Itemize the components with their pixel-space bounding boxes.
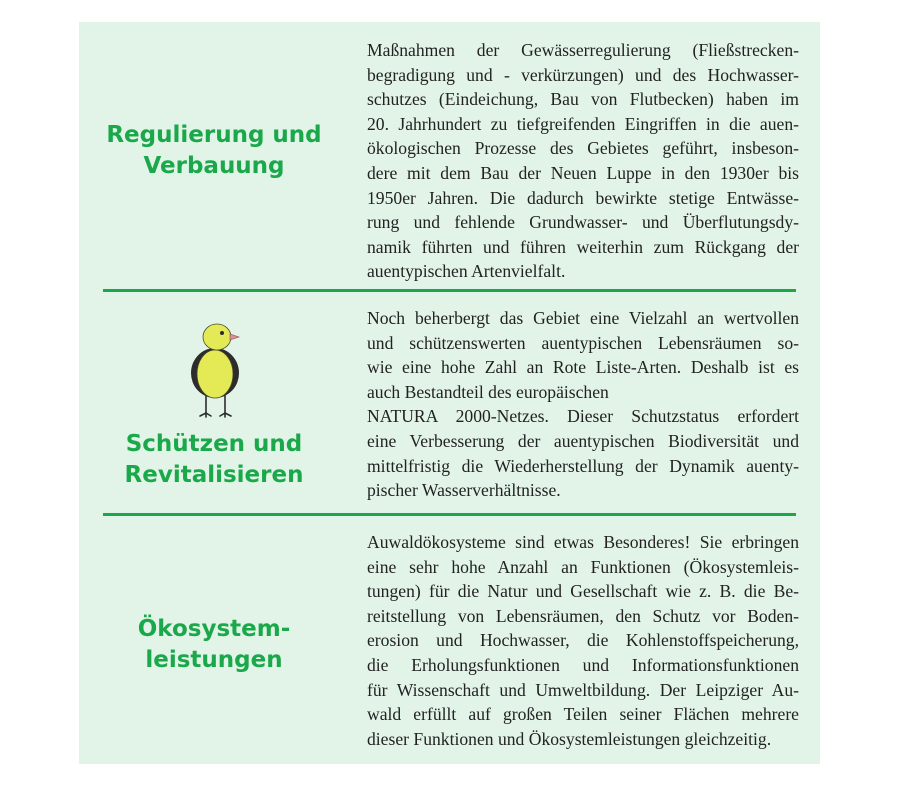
text-line: Maßnahmen der Gewässerregulierung (Fließstrecken- xyxy=(367,40,799,60)
text-line: auch Bestandteil des europäischen xyxy=(367,381,609,402)
section-heading xyxy=(79,429,349,491)
bird-eye-icon xyxy=(220,331,224,335)
text-line: begradigung und - verkürzungen) und des Hochwasser- xyxy=(367,64,799,85)
text-line: 1950er Jahren. Die dadurch bewirkte stetige Entwässe- xyxy=(367,187,799,208)
text-line: und schützenswerten auentypischen Lebensräumen so- xyxy=(367,332,799,353)
text-line: NATURA 2000-Netzes. Dieser Schutzstatus erfordert xyxy=(367,406,799,427)
heading-line: Ökosystem- xyxy=(137,616,291,642)
text-line: wald erfüllt auf großen Teilen seiner Flächen mehrere xyxy=(367,704,799,725)
text-line: ökologischen Prozesse des Gebietes geführt, insbeson- xyxy=(367,138,799,159)
section-body xyxy=(367,38,799,284)
heading-line: Revitalisieren xyxy=(124,462,304,488)
text-line: Auwaldökosysteme sind etwas Besonderes! Sie erbringen xyxy=(367,532,799,552)
section-divider xyxy=(103,289,796,292)
text-line: Noch beherbergt das Gebiet eine Vielzahl an wertvollen xyxy=(367,308,799,328)
text-line: dere mit dem Bau der Neuen Luppe in den 1930er bis xyxy=(367,162,799,183)
text-line: für Wissenschaft und Umweltbildung. Der Leipziger Au- xyxy=(367,679,799,700)
text-line: pischer Wasserverhältnisse. xyxy=(367,480,561,501)
text-line: 20. Jahrhundert zu tiefgreifenden Eingriffen in die auen- xyxy=(367,113,799,134)
bird-beak-icon xyxy=(230,334,239,340)
text-line: auentypischen Artenvielfalt. xyxy=(367,261,566,282)
text-line: namik führten und führen weiterhin zum Rückgang der xyxy=(367,236,799,257)
section-heading xyxy=(79,614,349,676)
section-heading xyxy=(79,120,349,182)
text-line: eine sehr hohe Anzahl an Funktionen (Ökosystemleis- xyxy=(367,556,799,577)
section-divider xyxy=(103,513,796,516)
bird-drawing xyxy=(181,318,251,418)
text-line: mittelfristig die Wiederherstellung der Dynamik auenty- xyxy=(367,455,799,476)
text-line: reitstellung von Lebensräumen, den Schutz vor Boden- xyxy=(367,605,799,626)
section-body xyxy=(367,306,799,503)
text-line: rung und fehlende Grundwasser- und Überflutungsdy- xyxy=(367,212,799,233)
section-body xyxy=(367,530,799,751)
heading-line: leistungen xyxy=(145,647,283,673)
heading-line: Schützen und xyxy=(125,431,303,457)
text-line: dieser Funktionen und Ökosystemleistungen gleichzeitig. xyxy=(367,728,772,749)
text-line: die Erholungsfunktionen und Informationsfunktionen xyxy=(367,654,799,675)
text-line: eine Verbesserung der auentypischen Biodiversität und xyxy=(367,430,799,451)
text-line: schutzes (Eindeichung, Bau von Flutbecken) haben im xyxy=(367,89,799,110)
heading-line: Verbauung xyxy=(143,153,285,179)
heading-line: Regulierung und xyxy=(106,122,322,148)
info-panel xyxy=(79,22,820,764)
text-line: erosion und Hochwasser, die Kohlenstoffspeicherung, xyxy=(367,630,799,651)
text-line: tungen) für die Natur und Gesellschaft wie z. B. die Be- xyxy=(367,581,799,602)
text-line: wie eine hohe Zahl an Rote Liste-Arten. Deshalb ist es xyxy=(367,357,799,378)
